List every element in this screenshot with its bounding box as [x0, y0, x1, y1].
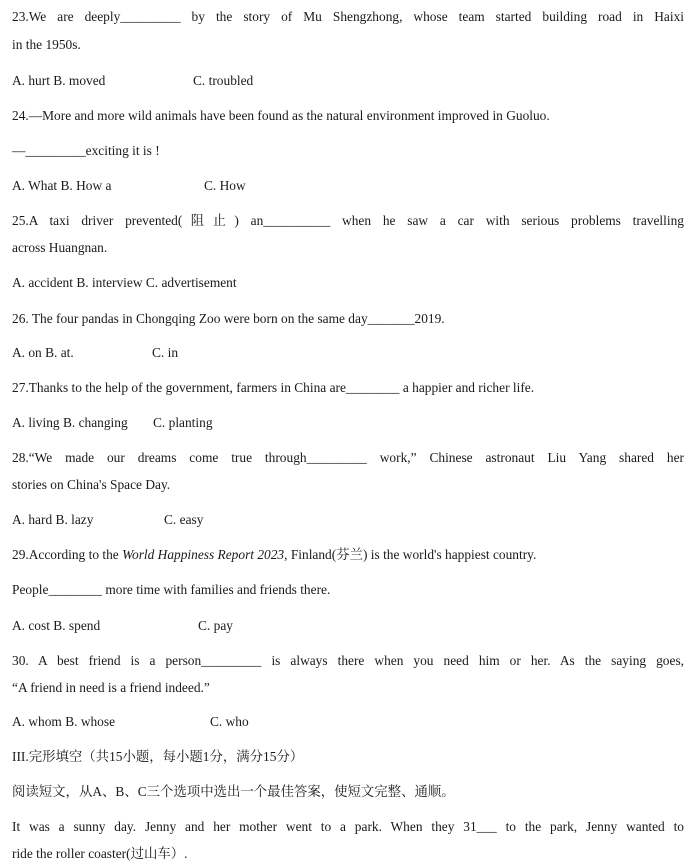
question-29-suffix: , Finland(芬兰) is the world's happiest country.: [284, 547, 537, 562]
question-26-line-1: 26. The four pandas in Chongqing Zoo were born on the same day_______2019.: [12, 311, 445, 326]
question-29-options-ab: A. cost B. spend: [12, 618, 101, 633]
question-25-options: A. accident B. interview C. advertisement: [12, 275, 237, 290]
question-23-line-2: in the 1950s.: [12, 37, 81, 52]
report-title: World Happiness Report 2023: [122, 547, 285, 562]
question-25-line-1: 25.A taxi driver prevented(阻止) an__________ when he saw a car with serious problems travelling: [12, 213, 684, 228]
question-24-option-c: C. How: [204, 178, 246, 193]
question-27-line-1: 27.Thanks to the help of the government, farmers in China are________ a happier and richer life.: [12, 380, 535, 395]
question-26-option-c: C. in: [152, 345, 179, 360]
question-28-line-2: stories on China's Space Day.: [12, 477, 171, 492]
question-24-line-2: —_________exciting it is !: [12, 143, 160, 158]
question-29-line-2: People________ more time with families and friends there.: [12, 582, 331, 597]
question-23-line-1: 23.We are deeply_________ by the story of Mu Shengzhong, whose team started building road in Haixi: [12, 9, 684, 24]
question-23-option-c: C. troubled: [193, 73, 254, 88]
question-26-options-ab: A. on B. at.: [12, 345, 74, 360]
section-3-heading: III.完形填空（共15小题，每小题1分，满分15分）: [12, 749, 304, 764]
question-25-line-2: across Huangnan.: [12, 240, 108, 255]
passage-line-2: ride the roller coaster(过山车）.: [12, 846, 188, 861]
question-30-options-ab: A. whom B. whose: [12, 714, 116, 729]
question-27-options-ab: A. living B. changing: [12, 415, 128, 430]
question-30-option-c: C. who: [210, 714, 249, 729]
question-29-prefix: 29.According to the: [12, 547, 123, 562]
question-28-options-ab: A. hard B. lazy: [12, 512, 94, 527]
question-30-line-1: 30. A best friend is a person_________ is always there when you need him or her. As the saying goes,: [12, 653, 684, 668]
question-24-options-ab: A. What B. How a: [12, 178, 112, 193]
passage-line-1: It was a sunny day. Jenny and her mother went to a park. When they 31___ to the park, Jenny wanted to: [12, 819, 684, 834]
question-30-line-2: “A friend in need is a friend indeed.”: [12, 680, 210, 695]
question-28-line-1: 28.“We made our dreams come true through_________ work,” Chinese astronaut Liu Yang shared her: [12, 450, 684, 465]
question-29-line-1: [12, 546, 684, 563]
question-27-option-c: C. planting: [153, 415, 213, 430]
question-23-options-ab: A. hurt B. moved: [12, 73, 106, 88]
question-29-option-c: C. pay: [198, 618, 233, 633]
question-24-line-1: 24.—More and more wild animals have been found as the natural environment improved in Guoluo.: [12, 108, 550, 123]
question-28-option-c: C. easy: [164, 512, 204, 527]
section-3-instruction: 阅读短文，从A、B、C三个选项中选出一个最佳答案，使短文完整、通顺。: [12, 784, 455, 799]
